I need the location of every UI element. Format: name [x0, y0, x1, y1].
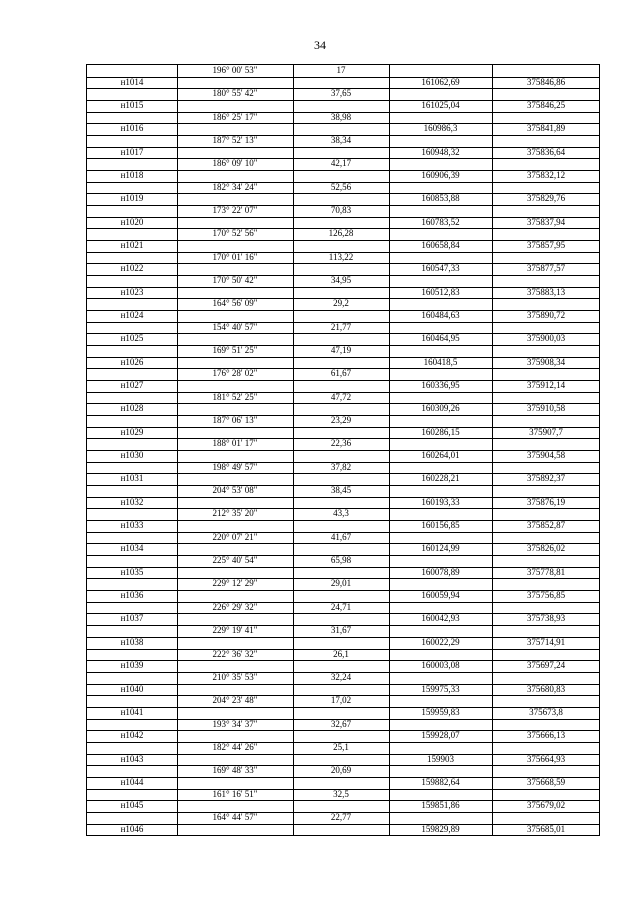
point-y-coordinate: 375837,94	[526, 216, 566, 227]
segment-angle: 164° 56' 09"	[212, 298, 258, 309]
segment-angle: 161° 16' 51"	[212, 788, 258, 799]
segment-length: 47,72	[330, 391, 352, 402]
point-x-coordinate: 160986,3	[423, 123, 458, 134]
point-y-coordinate: 375738,93	[526, 613, 566, 624]
segment-angle: 204° 23' 48"	[212, 695, 258, 706]
segment-angle: 229° 19' 41"	[212, 625, 258, 636]
segment-angle: 182° 34' 24"	[212, 181, 258, 192]
segment-length: 38,45	[330, 485, 352, 496]
point-y-coordinate: 375883,13	[526, 286, 566, 297]
segment-angle: 169° 48' 33"	[212, 765, 258, 776]
segment-angle: 169° 51' 25"	[212, 345, 258, 356]
segment-length: 70,83	[330, 205, 352, 216]
point-id: н1039	[120, 660, 144, 671]
point-id: н1028	[120, 403, 144, 414]
point-y-coordinate: 375846,86	[526, 76, 566, 87]
point-x-coordinate: 160156,85	[421, 520, 460, 531]
page-number: 34	[314, 38, 326, 52]
point-y-coordinate: 375778,81	[526, 566, 566, 577]
point-id: н1038	[120, 636, 144, 647]
segment-angle: 170° 01' 16"	[212, 251, 258, 262]
segment-length: 29,01	[330, 578, 352, 589]
segment-length: 17,02	[330, 695, 352, 706]
segment-length: 21,77	[330, 321, 352, 332]
point-x-coordinate: 159851,86	[421, 800, 460, 811]
point-id: н1031	[120, 473, 144, 484]
point-y-coordinate: 375679,02	[526, 800, 566, 811]
point-y-coordinate: 375826,02	[526, 543, 566, 554]
segment-length: 22,36	[330, 438, 352, 449]
segment-angle: 210° 35' 53"	[212, 671, 258, 682]
point-x-coordinate: 160286,15	[421, 426, 460, 437]
point-x-coordinate: 160658,84	[421, 240, 460, 251]
point-id: н1034	[120, 543, 144, 554]
point-y-coordinate: 375892,37	[526, 473, 566, 484]
segment-angle: 182° 44' 26"	[212, 741, 258, 752]
point-id: н1025	[120, 333, 144, 344]
point-id: н1016	[120, 123, 144, 134]
point-y-coordinate: 375666,13	[526, 730, 566, 741]
point-y-coordinate: 375904,58	[526, 450, 566, 461]
point-id: н1041	[120, 706, 144, 717]
point-x-coordinate: 161025,04	[421, 100, 460, 110]
point-y-coordinate: 375832,12	[526, 170, 566, 181]
segment-length: 32,67	[330, 718, 352, 729]
point-x-coordinate: 160124,99	[421, 543, 460, 554]
point-y-coordinate: 375900,03	[526, 333, 566, 344]
point-y-coordinate: 375668,59	[526, 776, 566, 787]
segment-length: 126,28	[328, 228, 354, 239]
point-y-coordinate: 375910,58	[526, 403, 566, 414]
point-x-coordinate: 159882,64	[421, 776, 460, 787]
segment-length: 17	[336, 65, 346, 75]
point-x-coordinate: 159928,07	[421, 730, 460, 741]
segment-length: 32,5	[333, 788, 349, 799]
segment-angle: 212° 35' 20"	[212, 508, 258, 519]
segment-angle: 180° 55' 42"	[212, 88, 258, 99]
point-id: н1026	[120, 356, 144, 367]
point-x-coordinate: 160783,52	[421, 216, 460, 227]
point-x-coordinate: 160906,39	[421, 170, 460, 181]
segment-length: 22,77	[330, 811, 352, 822]
segment-length: 61,67	[330, 368, 352, 379]
segment-angle: 170° 52' 56"	[212, 228, 258, 239]
segment-angle: 186° 25' 17"	[212, 111, 258, 122]
segment-length: 38,98	[330, 111, 352, 122]
point-x-coordinate: 160042,93	[421, 613, 460, 624]
point-y-coordinate: 375714,91	[526, 636, 566, 647]
point-id: н1027	[120, 380, 144, 391]
segment-angle: 181° 52' 25"	[212, 391, 258, 402]
segment-angle: 176° 28' 02"	[212, 368, 258, 379]
point-id: н1020	[120, 216, 144, 227]
point-id: н1014	[120, 76, 144, 87]
segment-length: 20,69	[330, 765, 352, 776]
segment-angle: 225° 40' 54"	[212, 555, 258, 566]
point-id: н1015	[120, 100, 144, 110]
point-id: н1032	[120, 496, 144, 507]
point-y-coordinate: 375890,72	[526, 310, 566, 321]
point-y-coordinate: 375697,24	[526, 660, 566, 671]
point-id: н1019	[120, 193, 144, 204]
point-x-coordinate: 160853,88	[421, 193, 460, 204]
point-x-coordinate: 159903	[427, 753, 454, 764]
point-y-coordinate: 375673,8	[529, 706, 563, 717]
point-y-coordinate: 375876,19	[526, 496, 566, 507]
point-x-coordinate: 160193,33	[421, 496, 460, 507]
point-y-coordinate: 375852,87	[526, 520, 566, 531]
point-x-coordinate: 160078,89	[421, 566, 460, 577]
segment-length: 37,65	[330, 88, 352, 99]
segment-length: 43,3	[333, 508, 349, 519]
segment-length: 42,17	[330, 158, 352, 169]
point-id: н1037	[120, 613, 144, 624]
point-y-coordinate: 375664,93	[526, 753, 566, 764]
point-id: н1030	[120, 450, 144, 461]
point-id: н1040	[120, 683, 144, 694]
segment-length: 24,71	[330, 601, 352, 612]
coordinates-table	[86, 64, 600, 836]
point-id: н1023	[120, 286, 144, 297]
segment-angle: 170° 50' 42"	[212, 275, 258, 286]
point-id: н1045	[120, 800, 144, 811]
segment-length: 32,24	[330, 671, 352, 682]
point-id: н1036	[120, 590, 144, 601]
point-y-coordinate: 375680,83	[526, 683, 566, 694]
segment-angle: 193° 34' 37"	[212, 718, 258, 729]
point-x-coordinate: 160228,21	[421, 473, 460, 484]
point-y-coordinate: 375877,57	[526, 263, 566, 274]
point-x-coordinate: 160022,29	[421, 636, 460, 647]
point-x-coordinate: 160464,95	[421, 333, 460, 344]
point-x-coordinate: 160003,08	[421, 660, 460, 671]
point-id: н1046	[120, 823, 144, 834]
segment-length: 23,29	[330, 415, 352, 426]
segment-length: 47,19	[330, 345, 352, 356]
segment-length: 26,1	[333, 648, 349, 659]
segment-length: 25,1	[333, 741, 349, 752]
segment-length: 37,82	[330, 461, 352, 472]
point-y-coordinate: 375846,25	[526, 100, 566, 110]
segment-angle: 220° 07' 21"	[212, 531, 258, 542]
point-y-coordinate: 375756,85	[526, 590, 566, 601]
point-id: н1029	[120, 426, 144, 437]
segment-angle: 154° 40' 57"	[212, 321, 258, 332]
point-y-coordinate: 375685,01	[526, 823, 566, 834]
point-id: н1024	[120, 310, 144, 321]
segment-angle: 173° 22' 07"	[212, 205, 258, 216]
segment-angle: 229° 12' 29"	[212, 578, 258, 589]
point-x-coordinate: 160418,5	[423, 356, 458, 367]
point-y-coordinate: 375857,95	[526, 240, 566, 251]
segment-length: 113,22	[328, 251, 354, 262]
segment-length: 52,56	[330, 181, 352, 192]
segment-length: 65,98	[330, 555, 352, 566]
segment-angle: 187° 52' 13"	[212, 135, 258, 146]
segment-length: 34,95	[330, 275, 352, 286]
point-x-coordinate: 159829,89	[421, 823, 460, 834]
segment-angle: 164° 44' 57"	[212, 811, 258, 822]
segment-angle: 186° 09' 10"	[212, 158, 258, 169]
segment-angle: 196° 00' 53"	[212, 65, 258, 75]
point-id: н1017	[120, 146, 144, 157]
point-y-coordinate: 375907,7	[529, 426, 563, 437]
segment-angle: 204° 53' 08"	[212, 485, 258, 496]
segment-angle: 222° 36' 32"	[212, 648, 258, 659]
segment-length: 29,2	[333, 298, 349, 309]
point-x-coordinate: 160336,95	[421, 380, 460, 391]
point-x-coordinate: 160512,83	[421, 286, 460, 297]
point-id: н1035	[120, 566, 144, 577]
point-id: н1022	[120, 263, 144, 274]
point-id: н1042	[120, 730, 144, 741]
point-x-coordinate: 160948,32	[421, 146, 460, 157]
point-id: н1044	[120, 776, 144, 787]
point-y-coordinate: 375841,89	[526, 123, 566, 134]
point-x-coordinate: 160309,26	[421, 403, 460, 414]
point-y-coordinate: 375912,14	[526, 380, 566, 391]
segment-length: 41,67	[330, 531, 352, 542]
point-x-coordinate: 159975,33	[421, 683, 460, 694]
point-y-coordinate: 375829,76	[526, 193, 566, 204]
point-id: н1043	[120, 753, 144, 764]
point-id: н1033	[120, 520, 144, 531]
segment-length: 38,34	[330, 135, 352, 146]
segment-angle: 188° 01' 17"	[212, 438, 258, 449]
point-x-coordinate: 159959,83	[421, 706, 460, 717]
point-x-coordinate: 160484,63	[421, 310, 460, 321]
segment-angle: 226° 29' 32"	[212, 601, 258, 612]
segment-angle: 187° 06' 13"	[212, 415, 258, 426]
point-x-coordinate: 161062,69	[421, 76, 460, 87]
point-y-coordinate: 375836,64	[526, 146, 566, 157]
point-id: н1021	[120, 240, 144, 251]
segment-angle: 198° 49' 57"	[212, 461, 258, 472]
point-x-coordinate: 160264,01	[421, 450, 460, 461]
point-id: н1018	[120, 170, 144, 181]
point-y-coordinate: 375908,34	[526, 356, 566, 367]
segment-length: 31,67	[330, 625, 352, 636]
point-x-coordinate: 160059,94	[421, 590, 460, 601]
point-x-coordinate: 160547,33	[421, 263, 460, 274]
